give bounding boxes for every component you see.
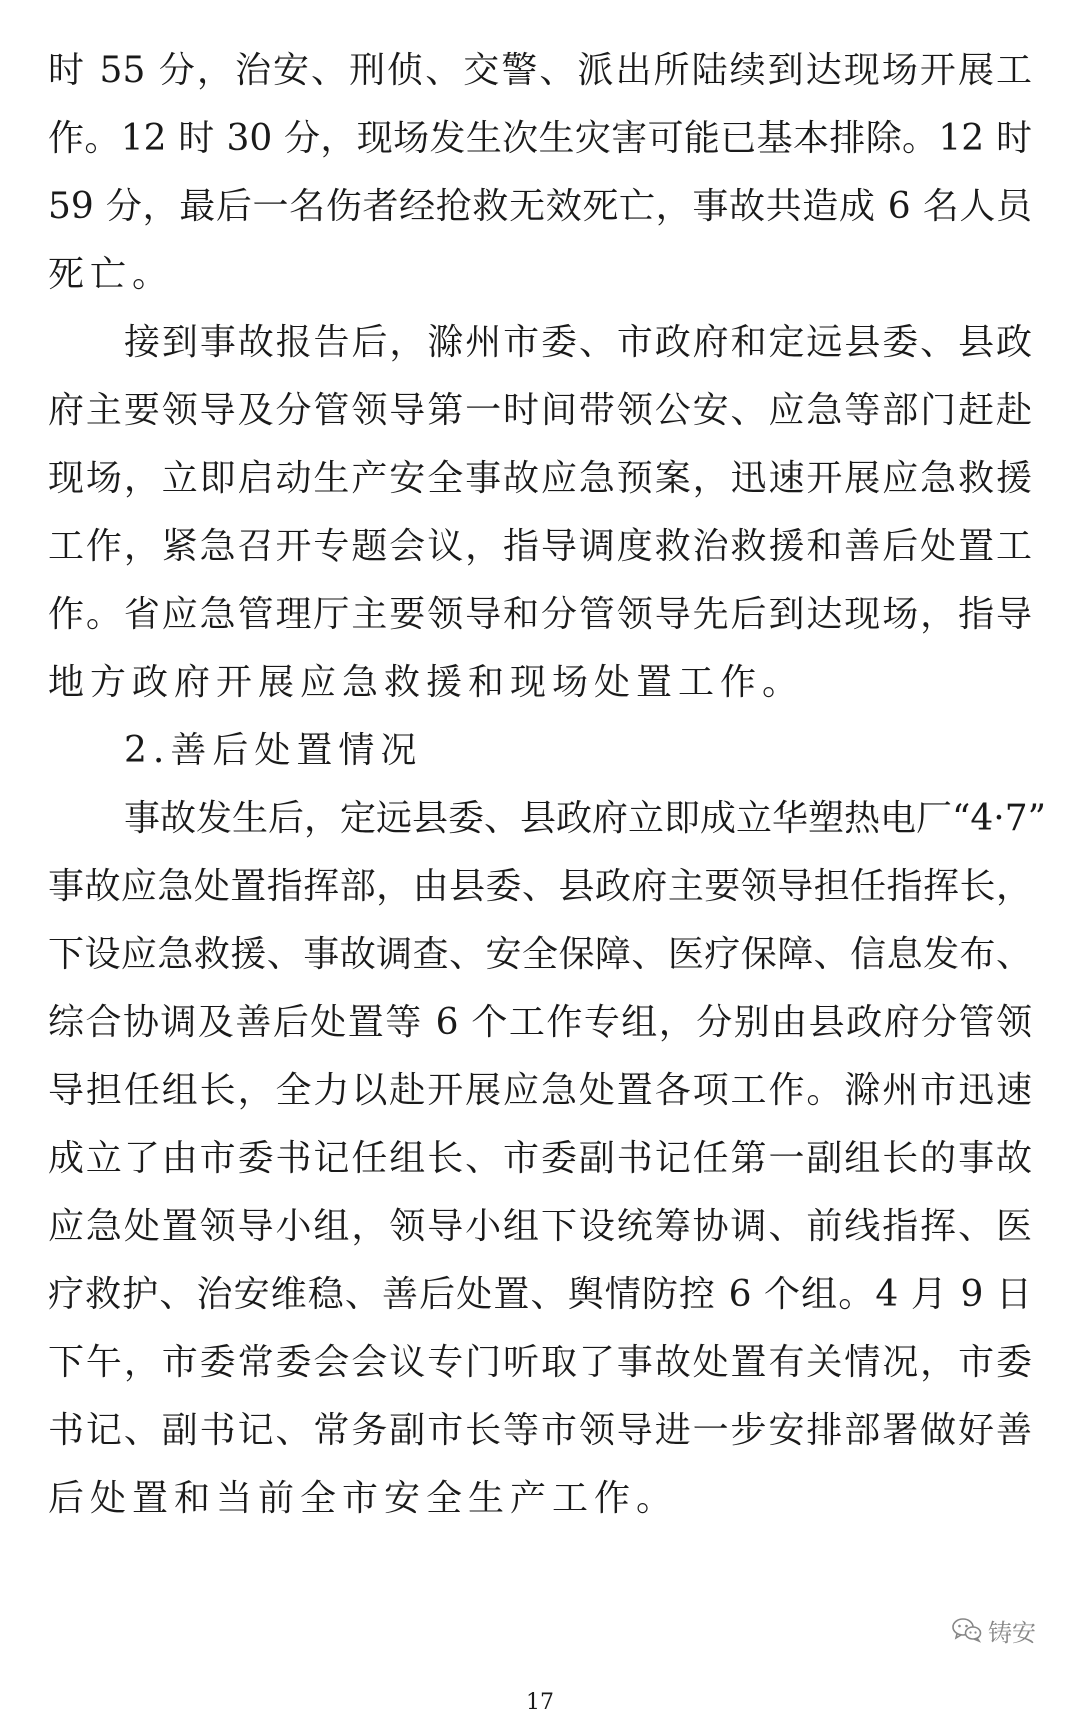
paragraph-line: 书记、副书记、常务副市长等市领导进一步安排部署做好善 [48,1410,1032,1451]
paragraph-line: 作。省应急管理厅主要领导和分管领导先后到达现场，指导 [48,594,1032,635]
paragraph-line: 成立了由市委书记任组长、市委副书记任第一副组长的事故 [48,1138,1032,1179]
paragraph-line: 作。12 时 30 分，现场发生次生灾害可能已基本排除。12 时 [48,118,1032,159]
paragraph-line: 下午，市委常委会会议专门听取了事故处置有关情况，市委 [48,1342,1032,1383]
paragraph-line: 导担任组长，全力以赴开展应急处置各项工作。滁州市迅速 [48,1070,1032,1111]
paragraph-line: 地方政府开展应急救援和现场处置工作。 [48,662,805,703]
paragraph-line: 府主要领导及分管领导第一时间带领公安、应急等部门赶赴 [48,390,1032,431]
paragraph-line: 死亡。 [48,254,175,295]
paragraph-line: 现场，立即启动生产安全事故应急预案，迅速开展应急救援 [48,458,1032,499]
paragraph-line: 工作，紧急召开专题会议，指导调度救治救援和善后处置工 [48,526,1032,567]
paragraph-line: 下设应急救援、事故调查、安全保障、医疗保障、信息发布、 [48,934,1032,975]
paragraph-first-line: 事故发生后，定远县委、县政府立即成立华塑热电厂“4·7” [124,798,1047,839]
paragraph-line: 疗救护、治安维稳、善后处置、舆情防控 6 个组。4 月 9 日 [48,1274,1032,1315]
paragraph-first-line: 接到事故报告后，滁州市委、市政府和定远县委、县政 [124,322,1032,363]
paragraph-line: 时 55 分，治安、刑侦、交警、派出所陆续到达现场开展工 [48,50,1032,91]
paragraph-line: 后处置和当前全市安全生产工作。 [48,1478,679,1519]
watermark-label: 铸安 [988,1618,1036,1647]
paragraph-line: 应急处置领导小组，领导小组下设统筹协调、前线指挥、医 [48,1206,1032,1247]
wechat-icon [952,1617,982,1643]
paragraph-line: 事故应急处置指挥部，由县委、县政府主要领导担任指挥长， [48,866,1032,907]
page-number: 17 [526,1690,554,1715]
paragraph-line: 综合协调及善后处置等 6 个工作专组，分别由县政府分管领 [48,1002,1032,1043]
watermark [952,1610,1036,1650]
paragraph-line: 59 分，最后一名伤者经抢救无效死亡，事故共造成 6 名人员 [48,186,1032,227]
section-heading: 2.善后处置情况 [124,730,423,771]
